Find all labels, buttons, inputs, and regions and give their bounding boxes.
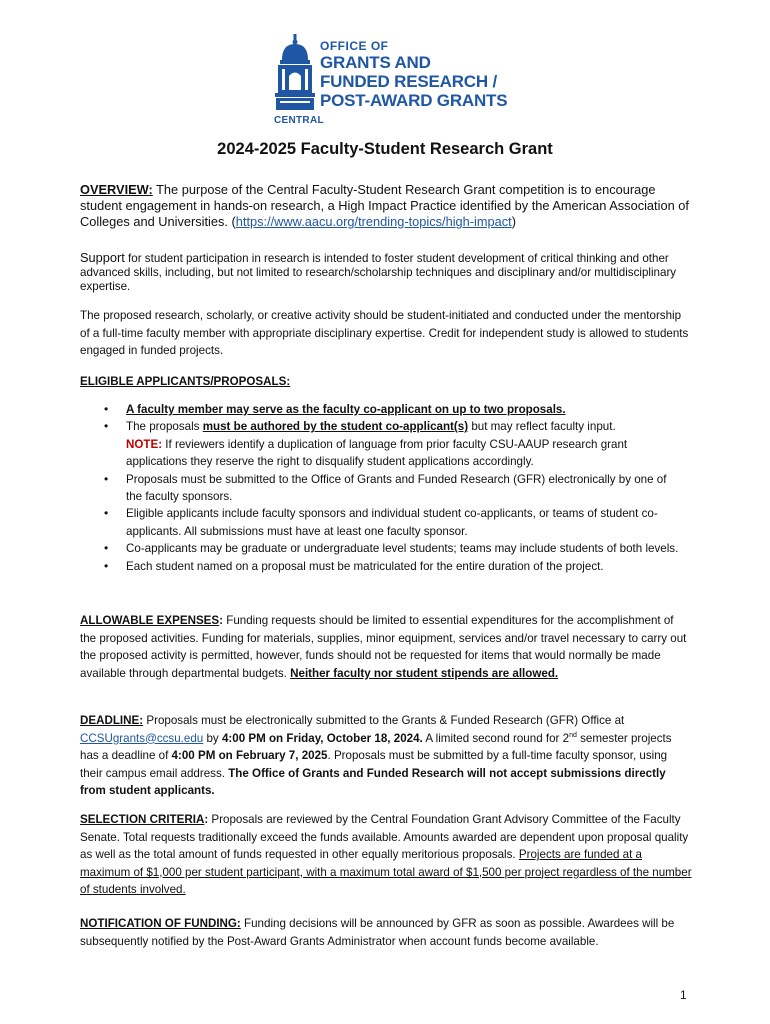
page-number: 1 — [680, 988, 687, 1002]
no-student-submissions-notice: The Office of Grants and Funded Research will not accept submissions directly from student applicants. — [80, 766, 666, 798]
proposed-paragraph: The proposed research, scholarly, or creative activity should be student-initiated and conducted under the mentorship of a full-time faculty member with appropriate disciplinary expertise. Credit for independent study is allowed to students engaged in funded projects. — [80, 309, 689, 358]
selection-text: Proposals are reviewed by the Central Foundation Grant Advisory Committee of the Faculty Senate. Total requests traditionally exceed the funds available. Amounts awarded are dependent upon proposal quality as well as the total amount of funds requested in other equally meritorious proposals. — [80, 813, 689, 862]
support-first-word: Support — [80, 250, 125, 265]
deadline-paragraph — [80, 712, 692, 800]
first-deadline: 4:00 PM on Friday, October 18, 2024. — [221, 731, 423, 745]
notification-text: Funding decisions will be announced by GFR as soon as possible. Awardees will be subsequently notified by the Post-Award Grants Administrator when account funds become available. — [80, 917, 675, 948]
selection-paragraph — [80, 811, 692, 899]
logo-line-3: FUNDED RESEARCH / — [320, 72, 498, 91]
eligible-heading: ELIGIBLE APPLICANTS/PROPOSALS: — [80, 375, 291, 388]
page-title: 2024-2025 Faculty-Student Research Grant — [217, 140, 553, 158]
logo-line-2: GRANTS AND — [320, 53, 431, 72]
eligibility-list — [80, 401, 680, 575]
support-text: for student participation in research is intended to foster student development of critical thinking and other advanced skills, including, but not limited to research/scholarship techniques and disciplinary and/or multidisciplinary expertise. — [80, 252, 677, 293]
office-logo — [272, 34, 522, 130]
allowable-paragraph — [80, 612, 692, 682]
logo-line-1: OFFICE OF — [320, 39, 389, 53]
eligible-heading-line — [80, 373, 692, 391]
notification-paragraph — [80, 915, 692, 950]
logo-line-4: POST-AWARD GRANTS — [320, 91, 508, 110]
support-paragraph — [80, 251, 692, 294]
bullet-6-text: Each student named on a proposal must be matriculated for the entire duration of the project. — [126, 559, 604, 573]
second-deadline: 4:00 PM on February 7, 2025 — [171, 749, 328, 763]
deadline-text-5: . Proposals must be submitted by a full-time faculty sponsor, using their campus email address. — [80, 749, 668, 780]
list-item — [80, 418, 680, 470]
overview-close: ) — [511, 214, 517, 229]
bullet-5-text: Co-applicants may be graduate or undergraduate level students; teams may include students of both levels. — [126, 542, 679, 556]
bullet-1-text: A faculty member may serve as the faculty co-applicant on up to two proposals. — [126, 403, 566, 416]
bullet-2-pre: The proposals — [126, 420, 203, 434]
building-dome-icon — [272, 34, 318, 126]
list-item — [80, 540, 680, 557]
note-text: If reviewers identify a duplication of language from prior faculty CSU-AAUP research grant applications they reserve the right to disqualify student applications accordingly. — [126, 437, 628, 469]
allowable-heading: ALLOWABLE EXPENSES — [80, 614, 220, 627]
note-label: NOTE: — [126, 437, 163, 451]
bullet-2-post: but may reflect faculty input. — [468, 420, 616, 434]
grants-email-link[interactable]: CCSUgrants@ccsu.edu — [80, 731, 204, 745]
deadline-heading: DEADLINE: — [80, 714, 144, 727]
logo-wordmark — [320, 40, 507, 109]
notification-heading: NOTIFICATION OF FUNDING: — [80, 917, 241, 930]
deadline-text-3: A limited second round for 2 — [422, 731, 570, 745]
list-item — [80, 401, 680, 418]
deadline-text-1: Proposals must be electronically submitted to the Grants & Funded Research (GFR) Office at — [143, 714, 625, 727]
list-item — [80, 471, 680, 506]
selection-colon: : — [204, 813, 209, 826]
logo-central: CENTRAL — [274, 115, 324, 126]
allowable-text: Funding requests should be limited to essential expenditures for the accomplishment of the proposed activities. Funding for materials, supplies, minor equipment, services and/or travel necessary to carry out the proposed activity is permitted, however, funds should not be requested for items that would normally be made available through departmental budgets. — [80, 614, 687, 680]
list-item — [80, 505, 680, 540]
list-item — [80, 558, 680, 575]
aacu-link[interactable]: https://www.aacu.org/trending-topics/high-impact — [235, 214, 512, 229]
bullet-3-text: Proposals must be submitted to the Office of Grants and Funded Research (GFR) electronically by one of the faculty sponsors. — [126, 472, 667, 504]
deadline-text-2: by — [203, 731, 222, 745]
stipends-notice: Neither faculty nor student stipends are allowed. — [290, 666, 559, 680]
overview-text: The purpose of the Central Faculty-Student Research Grant competition is to encourage student engagement in hands-on research, a High Impact Practice identified by the American Association of Colleges and Universities. ( — [80, 182, 689, 229]
selection-heading: SELECTION CRITERIA — [80, 813, 205, 826]
overview-paragraph — [80, 182, 692, 230]
funding-limits: Projects are funded at a maximum of $1,000 per student participant, with a maximum total award of $1,500 per project regardless of the number of students involved. — [80, 848, 692, 897]
deadline-text-4: semester projects has a deadline of — [80, 731, 672, 763]
allowable-colon: : — [219, 614, 224, 627]
overview-heading: OVERVIEW: — [80, 182, 153, 197]
bullet-4-text: Eligible applicants include faculty sponsors and individual student co-applicants, or teams of student co-applicants. All submissions must have at least one faculty sponsor. — [126, 507, 658, 538]
ordinal-suffix: nd — [569, 731, 577, 739]
bullet-2-underlined: must be authored by the student co-applicant(s) — [202, 420, 469, 434]
